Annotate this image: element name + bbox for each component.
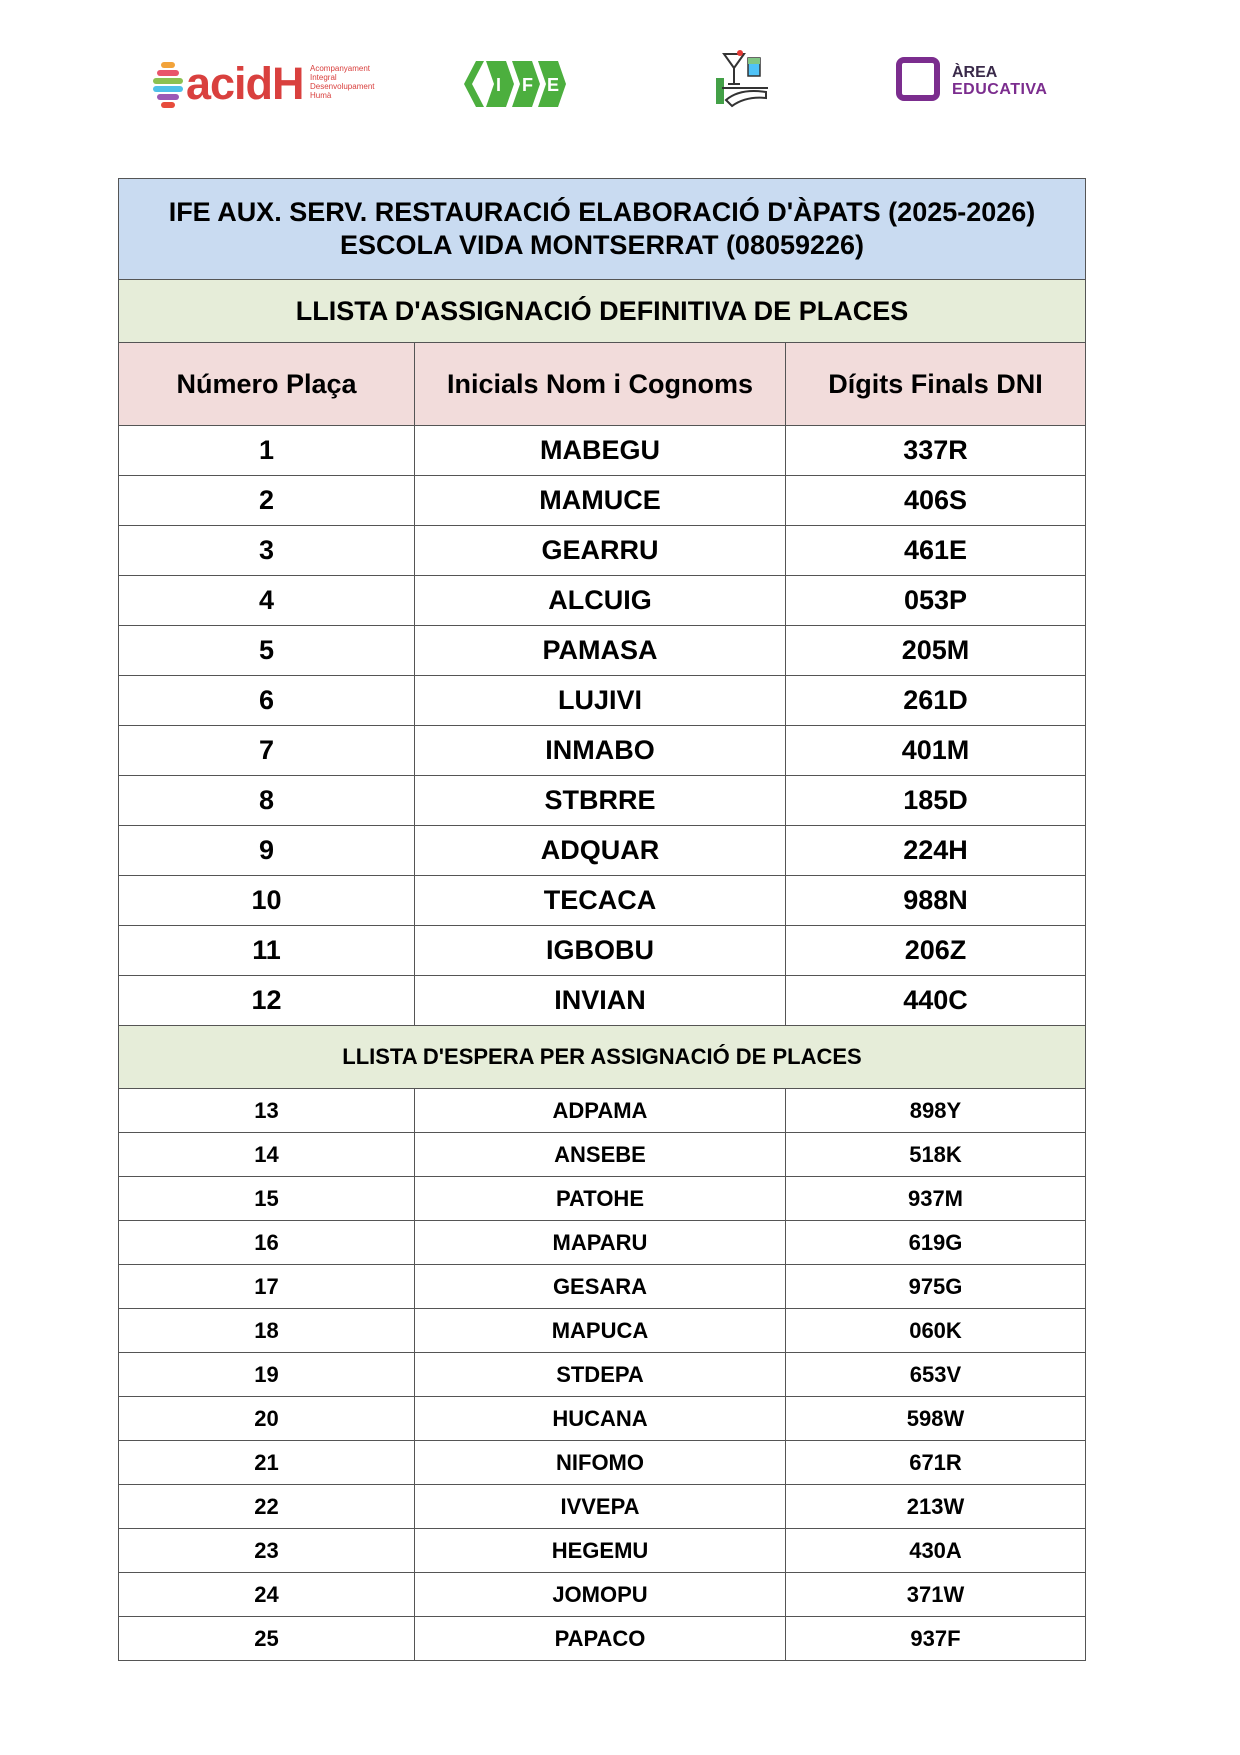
place-number: 16: [119, 1221, 415, 1265]
dni-final-digits: 406S: [786, 476, 1086, 526]
assigned-table-row: [119, 926, 1086, 976]
assigned-table-row: [119, 626, 1086, 676]
name-initials: STBRRE: [415, 776, 786, 826]
cocktail-tray-icon: [710, 48, 778, 116]
waiting-table-row: [119, 1089, 1086, 1133]
place-number: 15: [119, 1177, 415, 1221]
ife-chevrons-icon: [462, 55, 574, 113]
place-number: 22: [119, 1485, 415, 1529]
name-initials: MAMUCE: [415, 476, 786, 526]
place-number: 21: [119, 1441, 415, 1485]
name-initials: PAMASA: [415, 626, 786, 676]
assigned-table-row: [119, 676, 1086, 726]
dni-final-digits: 518K: [786, 1133, 1086, 1177]
name-initials: IGBOBU: [415, 926, 786, 976]
name-initials: INMABO: [415, 726, 786, 776]
dni-final-digits: 619G: [786, 1221, 1086, 1265]
acidh-logo: [152, 58, 375, 110]
name-initials: ADPAMA: [415, 1089, 786, 1133]
dni-final-digits: 598W: [786, 1397, 1086, 1441]
dni-final-digits: 261D: [786, 676, 1086, 726]
area-line2: EDUCATIVA: [952, 81, 1048, 98]
waiting-list-heading: LLISTA D'ESPERA PER ASSIGNACIÓ DE PLACES: [119, 1026, 1086, 1089]
place-number: 8: [119, 776, 415, 826]
place-number: 12: [119, 976, 415, 1026]
place-number: 10: [119, 876, 415, 926]
waiting-table-row: [119, 1529, 1086, 1573]
assigned-table-row: [119, 826, 1086, 876]
dni-final-digits: 185D: [786, 776, 1086, 826]
title-line-2: ESCOLA VIDA MONTSERRAT (08059226): [339, 230, 865, 260]
name-initials: ANSEBE: [415, 1133, 786, 1177]
name-initials: HEGEMU: [415, 1529, 786, 1573]
dni-final-digits: 653V: [786, 1353, 1086, 1397]
dni-final-digits: 975G: [786, 1265, 1086, 1309]
dni-final-digits: 371W: [786, 1573, 1086, 1617]
dni-final-digits: 430A: [786, 1529, 1086, 1573]
place-number: 24: [119, 1573, 415, 1617]
waiting-table-row: [119, 1177, 1086, 1221]
dni-final-digits: 461E: [786, 526, 1086, 576]
place-number: 2: [119, 476, 415, 526]
place-number: 1: [119, 426, 415, 476]
places-table: [118, 178, 1086, 1661]
waiting-table-row: [119, 1617, 1086, 1661]
place-number: 23: [119, 1529, 415, 1573]
assigned-table-row: [119, 526, 1086, 576]
name-initials: INVIAN: [415, 976, 786, 1026]
dni-final-digits: 053P: [786, 576, 1086, 626]
name-initials: JOMOPU: [415, 1573, 786, 1617]
place-number: 3: [119, 526, 415, 576]
name-initials: ALCUIG: [415, 576, 786, 626]
dni-final-digits: 937F: [786, 1617, 1086, 1661]
place-number: 7: [119, 726, 415, 776]
assigned-table-row: [119, 476, 1086, 526]
assigned-table-row: [119, 576, 1086, 626]
acidh-subtitle: Acompanyament Integral Desenvolupament Humà: [310, 64, 375, 100]
restaurant-service-logo: [710, 48, 778, 116]
name-initials: NIFOMO: [415, 1441, 786, 1485]
dni-final-digits: 224H: [786, 826, 1086, 876]
assigned-table-row: [119, 776, 1086, 826]
name-initials: MABEGU: [415, 426, 786, 476]
name-initials: IVVEPA: [415, 1485, 786, 1529]
column-header-dni: Dígits Finals DNI: [786, 343, 1086, 426]
name-initials: HUCANA: [415, 1397, 786, 1441]
area-square-icon: [896, 57, 940, 101]
name-initials: PATOHE: [415, 1177, 786, 1221]
place-number: 25: [119, 1617, 415, 1661]
waiting-table-row: [119, 1573, 1086, 1617]
svg-text:F: F: [522, 75, 533, 95]
waiting-table-row: [119, 1485, 1086, 1529]
name-initials: MAPUCA: [415, 1309, 786, 1353]
place-number: 9: [119, 826, 415, 876]
waiting-table-row: [119, 1309, 1086, 1353]
assigned-table-row: [119, 426, 1086, 476]
dni-final-digits: 898Y: [786, 1089, 1086, 1133]
name-initials: MAPARU: [415, 1221, 786, 1265]
name-initials: STDEPA: [415, 1353, 786, 1397]
dni-final-digits: 440C: [786, 976, 1086, 1026]
waiting-table-row: [119, 1133, 1086, 1177]
place-number: 19: [119, 1353, 415, 1397]
assigned-table-row: [119, 876, 1086, 926]
place-number: 18: [119, 1309, 415, 1353]
ife-logo: [462, 55, 574, 113]
area-line1: ÀREA: [952, 64, 998, 81]
acidh-stripes-icon: [152, 62, 184, 106]
name-initials: LUJIVI: [415, 676, 786, 726]
acidh-wordmark: acidH: [186, 58, 304, 109]
column-header-number: Número Plaça: [119, 343, 415, 426]
definitive-list-heading: LLISTA D'ASSIGNACIÓ DEFINITIVA DE PLACES: [119, 280, 1086, 343]
dni-final-digits: 213W: [786, 1485, 1086, 1529]
place-number: 4: [119, 576, 415, 626]
svg-text:E: E: [547, 75, 560, 95]
name-initials: GESARA: [415, 1265, 786, 1309]
assigned-table-row: [119, 976, 1086, 1026]
place-number: 5: [119, 626, 415, 676]
waiting-table-row: [119, 1221, 1086, 1265]
column-header-initials: Inicials Nom i Cognoms: [415, 343, 786, 426]
place-number: 6: [119, 676, 415, 726]
place-number: 11: [119, 926, 415, 976]
place-number: 14: [119, 1133, 415, 1177]
name-initials: TECACA: [415, 876, 786, 926]
dni-final-digits: 988N: [786, 876, 1086, 926]
place-number: 13: [119, 1089, 415, 1133]
place-number: 17: [119, 1265, 415, 1309]
dni-final-digits: 060K: [786, 1309, 1086, 1353]
dni-final-digits: 206Z: [786, 926, 1086, 976]
document-title: [119, 179, 1086, 280]
dni-final-digits: 205M: [786, 626, 1086, 676]
name-initials: GEARRU: [415, 526, 786, 576]
dni-final-digits: 337R: [786, 426, 1086, 476]
name-initials: PAPACO: [415, 1617, 786, 1661]
waiting-table-row: [119, 1353, 1086, 1397]
waiting-table-row: [119, 1397, 1086, 1441]
place-number: 20: [119, 1397, 415, 1441]
title-line-1: IFE AUX. SERV. RESTAURACIÓ ELABORACIÓ D'ÀPATS (2025-2026): [168, 197, 1036, 227]
dni-final-digits: 401M: [786, 726, 1086, 776]
dni-final-digits: 937M: [786, 1177, 1086, 1221]
waiting-table-row: [119, 1265, 1086, 1309]
svg-text:I: I: [496, 75, 502, 95]
name-initials: ADQUAR: [415, 826, 786, 876]
dni-final-digits: 671R: [786, 1441, 1086, 1485]
area-educativa-logo: [896, 55, 1056, 111]
waiting-table-row: [119, 1441, 1086, 1485]
assigned-table-row: [119, 726, 1086, 776]
